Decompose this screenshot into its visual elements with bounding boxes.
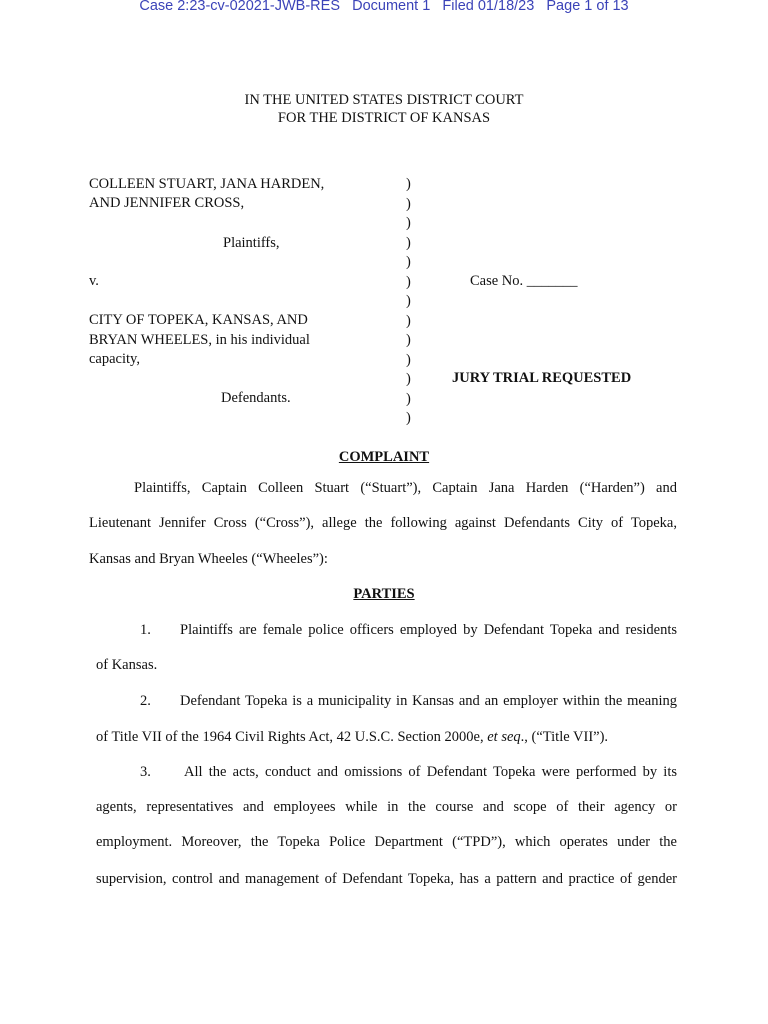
caption-parenthesis-column: ) ) ) ) ) ) ) ) ) ) ) ) ) (406, 176, 411, 426)
paragraph-3-line-4: supervision, control and management of Defendant Topeka, has a pattern and practice of gender (96, 871, 677, 887)
ecf-header (0, 0, 768, 14)
paragraph-3-number: 3. (140, 764, 151, 780)
paragraph-1-number: 1. (140, 622, 151, 638)
paragraph-3-line-1: All the acts, conduct and omissions of Defendant Topeka were performed by its (184, 764, 677, 780)
paragraph-1-line-1: Plaintiffs are female police officers employed by Defendant Topeka and residents (180, 622, 677, 638)
defendant-wheeles-name: BRYAN WHEELES (89, 332, 209, 348)
plaintiffs-names-line2: AND JENNIFER CROSS, (89, 195, 245, 211)
parties-heading: PARTIES (353, 586, 415, 602)
paragraph-2-number: 2. (140, 693, 151, 709)
intro-line-2: Lieutenant Jennifer Cross (“Cross”), allege the following against Defendants City of Topeka, (89, 515, 677, 531)
paragraph-1-line-2: of Kansas. (96, 657, 158, 673)
plaintiffs-label: Plaintiffs, (223, 235, 280, 251)
defendants-label: Defendants. (221, 390, 291, 406)
defendants-names-line2: BRYAN WHEELES, in his individual (89, 332, 310, 348)
defendants-names-line3: capacity, (89, 351, 140, 367)
et-seq-italic: et seq (487, 729, 521, 745)
plaintiffs-names-line1: COLLEEN STUART, JANA HARDEN, (89, 176, 325, 192)
court-name: IN THE UNITED STATES DISTRICT COURT (244, 92, 524, 108)
ecf-document: Document 1 (352, 0, 431, 14)
case-number-field: Case No. _______ (470, 273, 578, 289)
ecf-filed-date: Filed 01/18/23 (442, 0, 535, 14)
paragraph-2-line-1: Defendant Topeka is a municipality in Kansas and an employer within the meaning (180, 693, 677, 709)
ecf-page-count: Page 1 of 13 (546, 0, 629, 14)
intro-line-1: Plaintiffs, Captain Colleen Stuart (“Stuart”), Captain Jana Harden (“Harden”) and (134, 480, 677, 496)
paragraph-3-line-3: employment. Moreover, the Topeka Police Department (“TPD”), which operates under the (96, 834, 677, 850)
versus: v. (89, 273, 99, 289)
court-district: FOR THE DISTRICT OF KANSAS (277, 110, 491, 126)
ecf-case-number: Case 2:23-cv-02021-JWB-RES (139, 0, 341, 14)
paragraph-3-line-2: agents, representatives and employees while in the course and scope of their agency or (96, 799, 677, 815)
defendants-names-line1: CITY OF TOPEKA, KANSAS, AND (89, 312, 308, 328)
paragraph-2-line-2: of Title VII of the 1964 Civil Rights Act, 42 U.S.C. Section 2000e, et seq., (“Title VII”). (96, 729, 609, 745)
jury-trial-requested: JURY TRIAL REQUESTED (452, 370, 632, 386)
complaint-heading: COMPLAINT (338, 449, 430, 465)
intro-line-3: Kansas and Bryan Wheeles (“Wheeles”): (89, 551, 328, 567)
